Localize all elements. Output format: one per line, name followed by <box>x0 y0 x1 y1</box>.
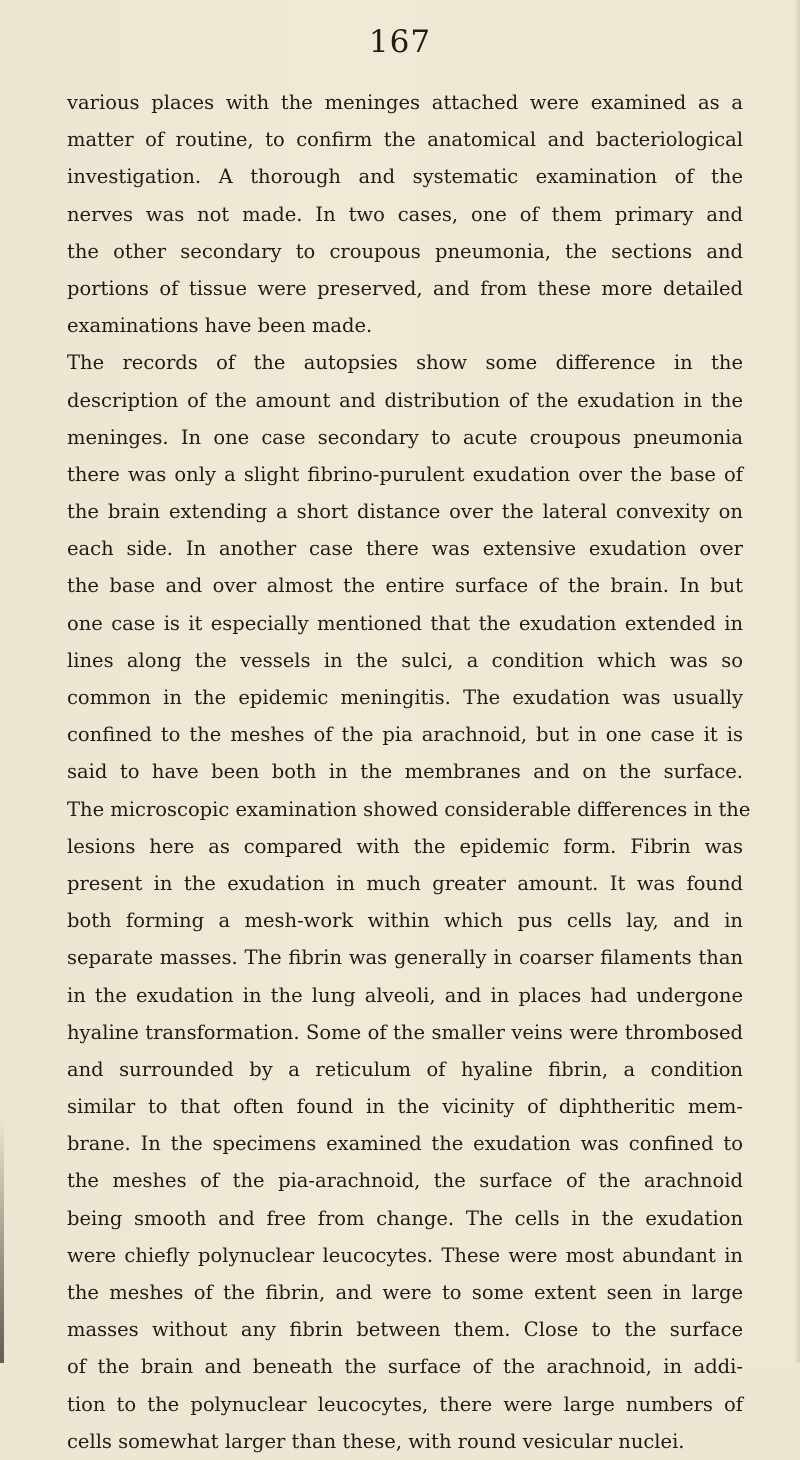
text-line: matter of routine, to confirm the anatomical and bacteriological <box>67 128 743 152</box>
text-line: the brain extending a short distance over the lateral convexity on <box>67 500 743 524</box>
text-line: examinations have been made. <box>67 314 373 338</box>
text-line: the base and over almost the entire surface of the brain. In but <box>67 574 743 598</box>
text-line: lines along the vessels in the sulci, a condition which was so <box>67 648 743 672</box>
text-line: the meshes of the pia-arachnoid, the surface of the arachnoid <box>67 1169 743 1193</box>
text-line: masses without any fibrin between them. Close to the surface <box>67 1318 743 1342</box>
text-line: lesions here as compared with the epidemic form. Fibrin was <box>67 834 743 858</box>
text-line: confined to the meshes of the pia arachnoid, but in one case it is <box>67 723 743 747</box>
text-line: the meshes of the fibrin, and were to some extent seen in large <box>67 1281 743 1304</box>
text-line: cells somewhat larger than these, with round vesicular nuclei. <box>67 1429 685 1453</box>
text-line: tion to the polynuclear leucocytes, there were large numbers of <box>67 1392 743 1416</box>
page-edge-shadow <box>794 0 800 1363</box>
text-line: said to have been both in the membranes and on the surface. <box>67 760 743 784</box>
paragraph-1 <box>67 84 743 344</box>
text-line: brane. In the specimens examined the exudation was confined to <box>67 1132 743 1156</box>
binding-edge-mark <box>0 1120 4 1363</box>
text-line: various places with the meninges attached were examined as a <box>67 91 743 114</box>
text-line: hyaline transformation. Some of the smaller veins were thrombosed <box>67 1020 743 1044</box>
text-line: description of the amount and distribution of the exudation in the <box>67 388 743 412</box>
text-line: present in the exudation in much greater amount. It was found <box>67 871 743 895</box>
text-line: common in the epidemic meningitis. The exudation was usually <box>67 686 743 709</box>
text-line: the other secondary to croupous pneumonia, the sections and <box>67 239 743 263</box>
paragraph-2 <box>67 344 751 1460</box>
text-line: nerves was not made. In two cases, one of them primary and <box>67 202 743 226</box>
text-line: were chiefly polynuclear leucocytes. These were most abundant in <box>67 1243 743 1267</box>
text-line: there was only a slight fibrino-purulent exudation over the base of <box>67 462 743 486</box>
text-line: each side. In another case there was extensive exudation over <box>67 537 743 561</box>
page-number: 167 <box>368 24 432 60</box>
text-line: investigation. A thorough and systematic examination of the <box>67 165 743 189</box>
text-line: similar to that often found in the vicinity of diphtheritic mem- <box>67 1095 743 1119</box>
text-line: being smooth and free from change. The cells in the exudation <box>67 1206 743 1230</box>
text-line: one case is it especially mentioned that the exudation extended in <box>67 611 743 635</box>
text-line: and surrounded by a reticulum of hyaline fibrin, a condition <box>67 1057 743 1081</box>
text-line: portions of tissue were preserved, and from these more detailed <box>67 276 743 300</box>
text-line: separate masses. The fibrin was generally in coarser filaments than <box>67 946 743 970</box>
text-line: The microscopic examination showed considerable differences in the <box>67 797 751 821</box>
text-line: both forming a mesh-work within which pus cells lay, and in <box>67 909 743 933</box>
text-line: The records of the autopsies show some difference in the <box>67 351 743 375</box>
text-line: in the exudation in the lung alveoli, and in places had undergone <box>67 983 743 1007</box>
text-line: meninges. In one case secondary to acute croupous pneumonia <box>67 425 743 449</box>
text-line: of the brain and beneath the surface of the arachnoid, in addi- <box>67 1355 743 1379</box>
body-text <box>67 84 751 1460</box>
